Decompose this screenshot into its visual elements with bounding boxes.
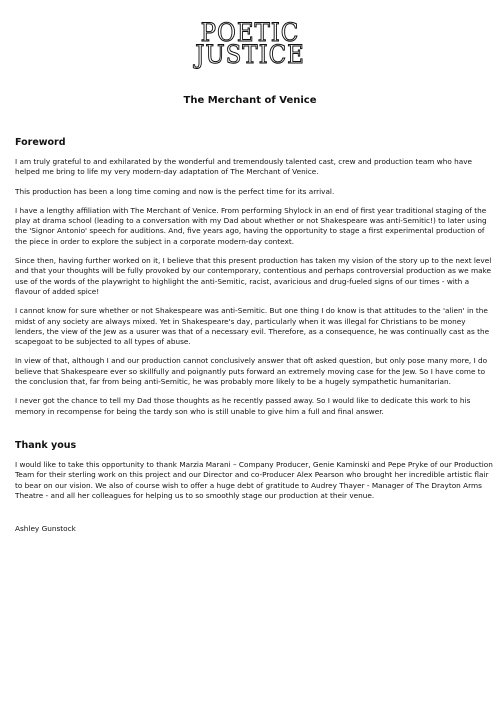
foreword-paragraph-2: This production has been a long time coming and now is the perfect time for its arrival. [15, 186, 335, 196]
section-spacer [15, 426, 493, 440]
document-body [15, 137, 493, 543]
foreword-paragraph-5: I cannot know for sure whether or not Shakespeare was anti-Semitic. But one thing I do know is that attitudes to the 'alien' in the midst of any society are always mixed. Yet in Shakespeare's day, particularly when it was illegal for Christians to be money lenders, the view of the Jew as a usurer was that of a necessary evil. Therefore, as a consequence, he was continually cast as the scapegoat to be subjected to all types of abuse. [15, 306, 490, 347]
thanks-paragraph: I would like to take this opportunity to thank Marzia Marani – Company Producer, Genie Kaminski and Pepe Pryke of our Production Team for their sterling work on this project and our Director and co-Producer Alex Pearson who brought her incredible artistic flair to bear on our vision. We also of course wish to offer a huge debt of gratitude to Audrey Thayer - Manager of The Drayton Arms Theatre - and all her colleagues for helping us to so smoothly stage our production at their venue. [15, 459, 493, 500]
foreword-paragraph-6: In view of that, although I and our production cannot conclusively answer that oft asked question, but only pose many more, I do believe that Shakespeare ever so skillfully and poignantly puts forward an extremely moving case for the Jew. So I have come to the conclusion that, far from being anti-Semitic, he was probably more likely to be a hugely sympathetic humanitarian. [15, 356, 488, 387]
foreword-paragraph-7: I never got the chance to tell my Dad those thoughts as he recently passed away. So I would like to dedicate this work to his memory in recompense for being the tardy son who is still unable to give him a full and final answer. [15, 396, 471, 416]
logo-line-1: POETIC [200, 18, 300, 47]
poetic-justice-logo [20, 18, 480, 69]
page-title: The Merchant of Venice [183, 95, 317, 106]
foreword-heading: Foreword [15, 137, 66, 148]
logo-line-2: JUSTICE [195, 40, 305, 69]
foreword-paragraph-1: I am truly grateful to and exhilarated by the wonderful and tremendously talented cast, crew and production team who have helped me bring to life my very modern-day adaptation of The Merchant of Venice. [15, 157, 473, 177]
author-signature: Ashley Gunstock [15, 524, 76, 534]
foreword-paragraph-3: I have a lengthy affiliation with The Merchant of Venice. From performing Shylock in an end of first year traditional staging of the play at drama school (leading to a conversation with my Dad about whether or not Shakespeare was anti-Semitic!) to later using the 'Signor Antonio' speech for auditions. And, five years ago, having the opportunity to stage a first experimental production of the piece in order to explore the subject in a corporate modern-day context. [15, 205, 487, 246]
thanks-heading: Thank yous [15, 439, 77, 451]
foreword-paragraph-4: Since then, having further worked on it, I believe that this present production has taken my vision of the story up to the next level and that your thoughts will be fully provoked by our contemporary, contentious and perhaps controversial production as we make use of the words of the playwright to highlight the anti-Semitic, racist, avaricious and drug-fueled signs of our times - with a flavour of added spice! [15, 256, 492, 296]
